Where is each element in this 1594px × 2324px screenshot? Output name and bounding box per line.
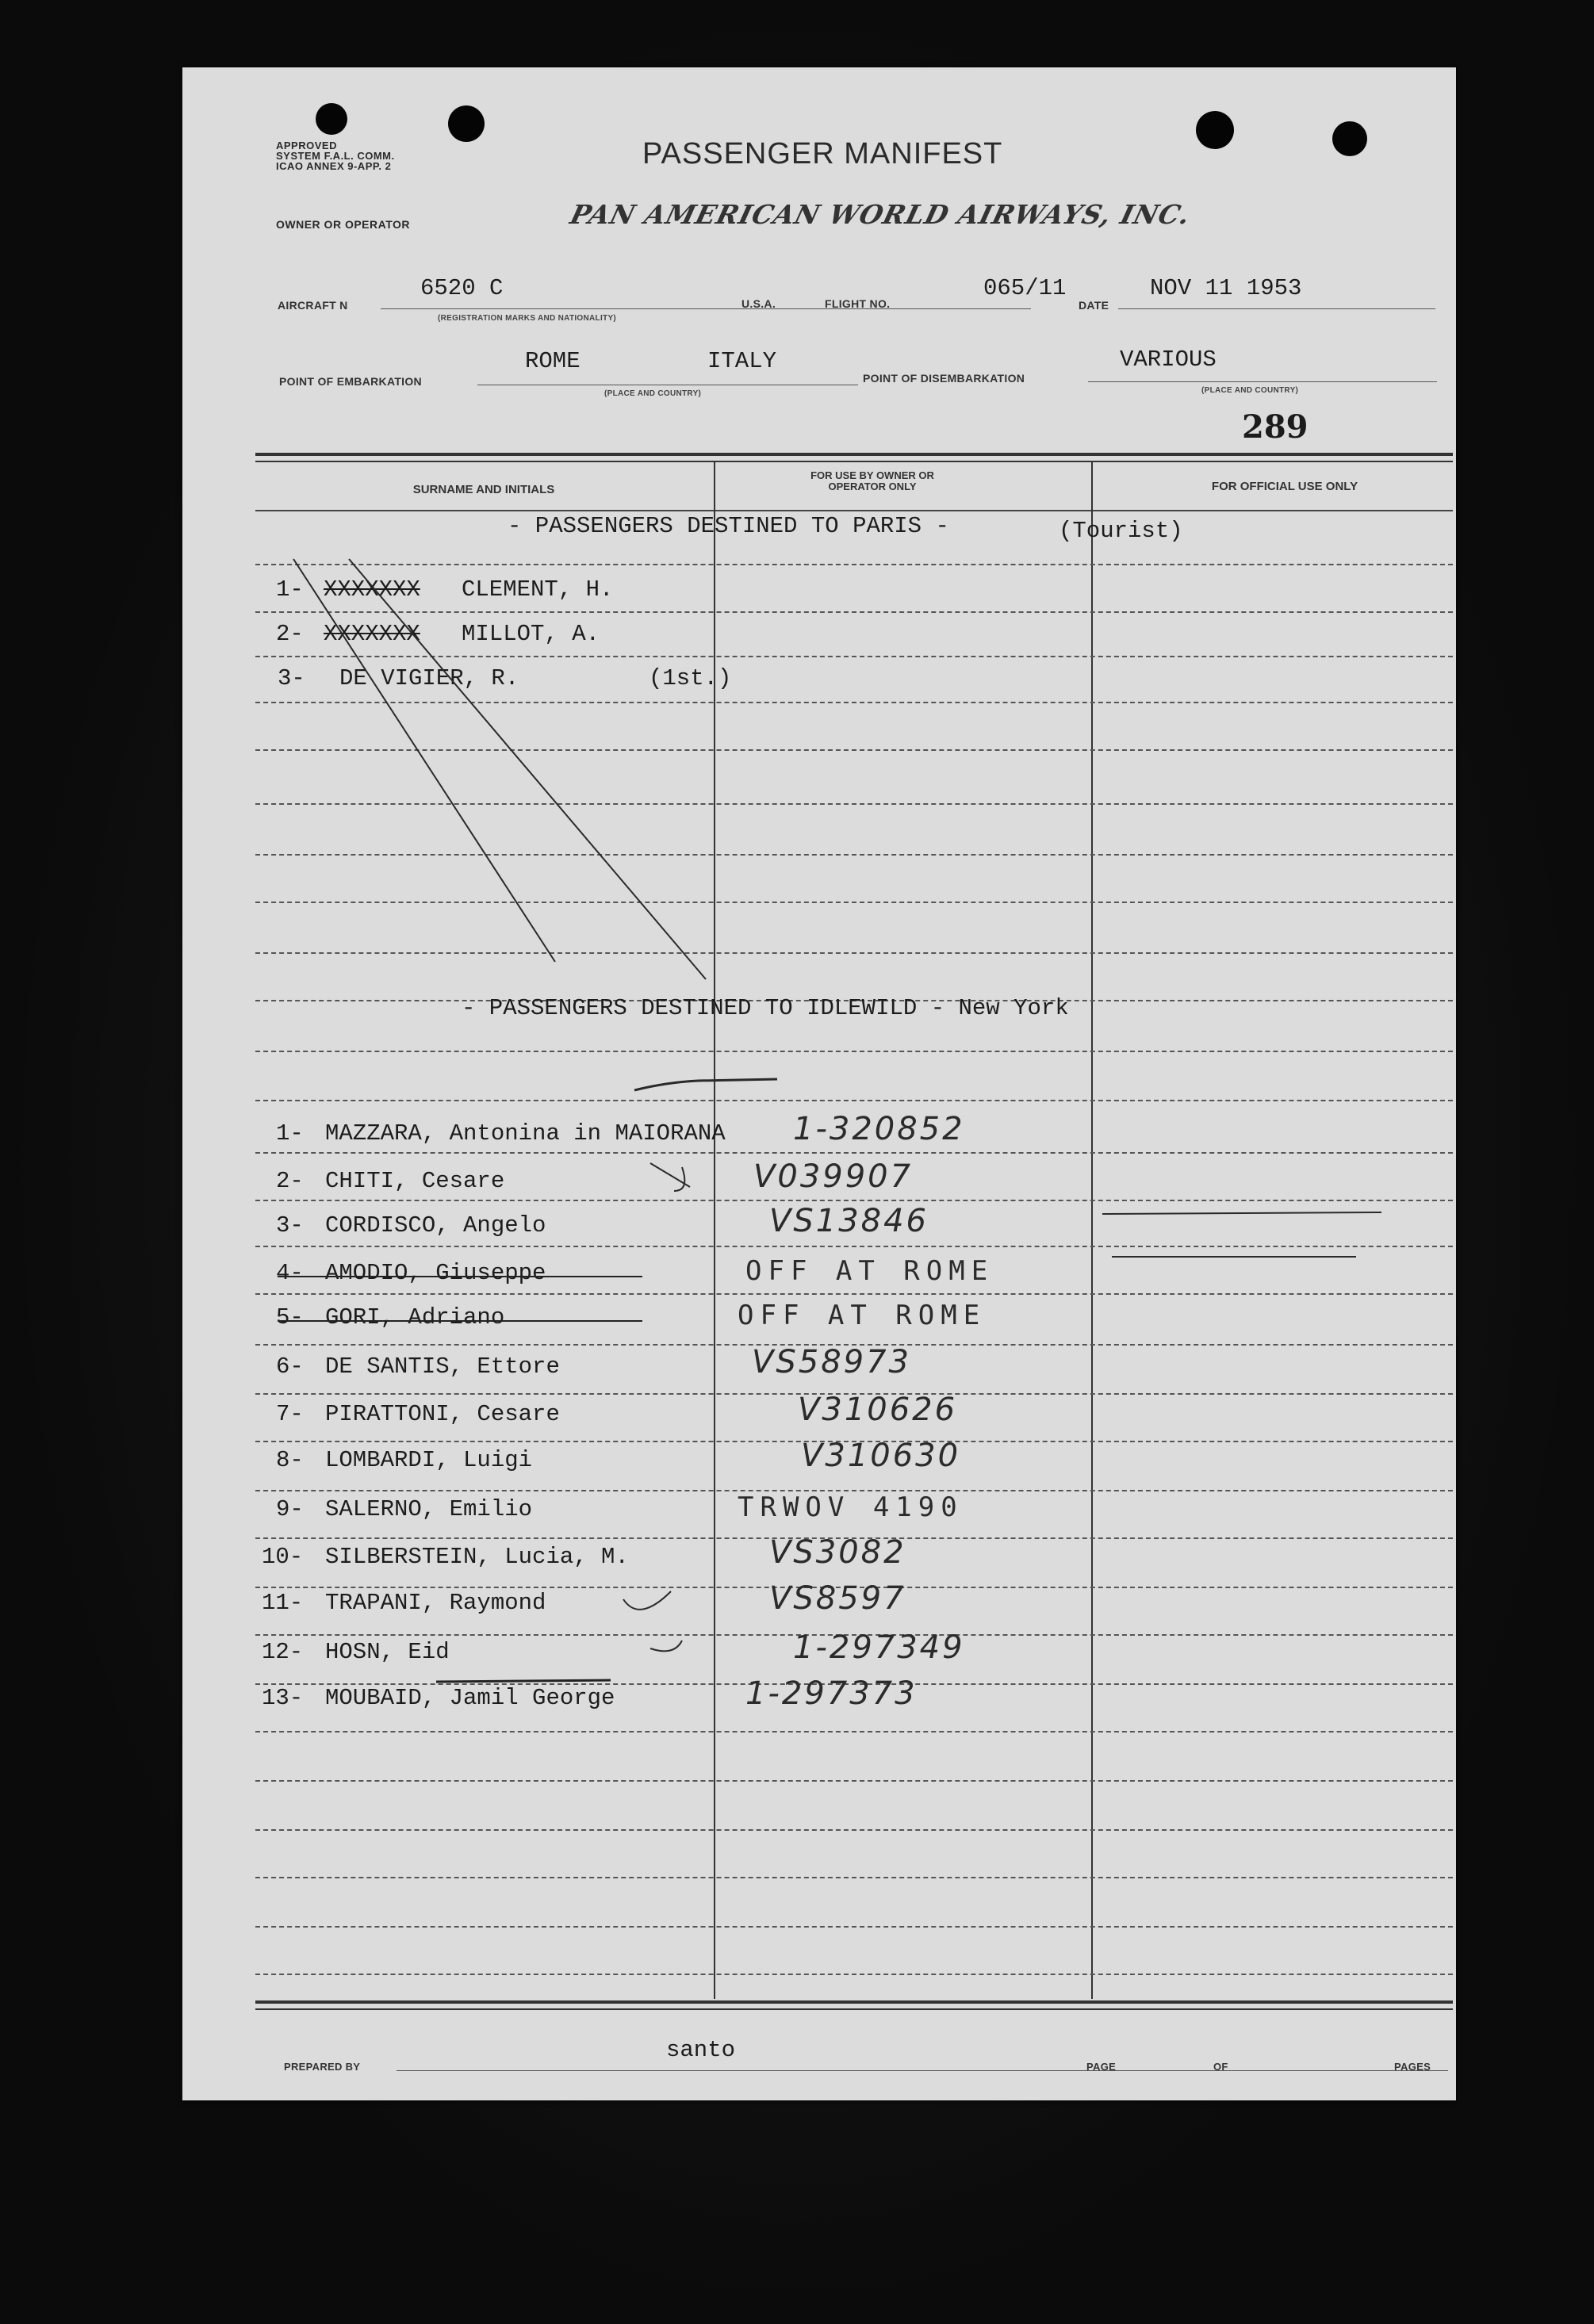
- underline-mark: [436, 1680, 611, 1682]
- passenger-name: DE VIGIER, R.: [339, 665, 519, 691]
- cancel-stroke: [349, 559, 706, 979]
- passenger-name: TRAPANI, Raymond: [325, 1590, 546, 1616]
- disembarkation-label: POINT OF DISEMBARKATION: [863, 372, 1025, 385]
- owner-handwritten-note: V310626: [798, 1392, 958, 1428]
- approval-line: APPROVED: [276, 140, 337, 151]
- prepared-by-label: PREPARED BY: [284, 2061, 361, 2073]
- section-heading-idlewild: - PASSENGERS DESTINED TO IDLEWILD - New York: [462, 995, 1069, 1021]
- page-label: PAGE: [1086, 2061, 1117, 2073]
- passenger-number: 11-: [262, 1590, 304, 1616]
- registration-sublabel: (REGISTRATION MARKS AND NATIONALITY): [438, 314, 617, 323]
- page-number: 289: [1242, 408, 1309, 446]
- embarkation-label: POINT OF EMBARKATION: [279, 375, 422, 388]
- manifest-sheet: [182, 67, 1456, 2100]
- owner-handwritten-note: OFF AT ROME: [738, 1300, 987, 1331]
- passenger-number: 2-: [276, 1168, 304, 1194]
- section-heading-paris-note: (Tourist): [1059, 518, 1183, 544]
- owner-handwritten-note: VS58973: [752, 1344, 911, 1380]
- disembarkation-value: VARIOUS: [1120, 346, 1217, 373]
- check-mark: [650, 1641, 682, 1651]
- passenger-name: MAZZARA, Antonina in MAIORANA: [325, 1120, 726, 1147]
- passenger-name: MILLOT, A.: [462, 621, 600, 647]
- prepared-by-value: santo: [666, 2037, 736, 2063]
- form-title: PASSENGER MANIFEST: [642, 137, 1003, 170]
- approval-line: SYSTEM F.A.L. COMM.: [276, 150, 395, 162]
- passenger-struck-text: XXXXXXX: [324, 621, 420, 647]
- passenger-number: 1-: [276, 576, 304, 603]
- passenger-number: 2-: [276, 621, 304, 647]
- passenger-name: CORDISCO, Angelo: [325, 1212, 546, 1239]
- passenger-name: GORI, Adriano: [325, 1304, 505, 1330]
- owner-handwritten-note: V039907: [753, 1158, 914, 1195]
- underline-mark: [634, 1079, 777, 1090]
- check-mark: [650, 1163, 690, 1191]
- passenger-name: LOMBARDI, Luigi: [325, 1447, 533, 1473]
- passenger-name: DE SANTIS, Ettore: [325, 1353, 560, 1380]
- column-header-official-use: FOR OFFICIAL USE ONLY: [1211, 480, 1358, 493]
- flight-label: FLIGHT NO.: [825, 297, 891, 310]
- passenger-name: SALERNO, Emilio: [325, 1496, 533, 1522]
- owner-handwritten-note: TRWOV 4190: [738, 1491, 964, 1523]
- dash-mark: [1102, 1212, 1381, 1214]
- passenger-name: HOSN, Eid: [325, 1639, 450, 1665]
- passenger-name: CLEMENT, H.: [462, 576, 614, 603]
- owner-handwritten-note: OFF AT ROME: [745, 1255, 994, 1287]
- owner-handwritten-note: VS8597: [769, 1580, 906, 1617]
- passenger-struck-text: XXXXXXX: [324, 576, 420, 603]
- aircraft-value: 6520 C: [420, 275, 504, 301]
- date-label: DATE: [1079, 299, 1109, 312]
- owner-handwritten-note: VS3082: [769, 1534, 906, 1571]
- passenger-name: MOUBAID, Jamil George: [325, 1685, 615, 1711]
- owner-handwritten-note: 1-297349: [793, 1629, 965, 1666]
- place-country-sublabel: (PLACE AND COUNTRY): [1201, 386, 1299, 395]
- passenger-name: SILBERSTEIN, Lucia, M.: [325, 1544, 629, 1570]
- passenger-name: PIRATTONI, Cesare: [325, 1401, 560, 1427]
- owner-handwritten-note: V310630: [801, 1438, 961, 1474]
- pages-label: PAGES: [1394, 2061, 1431, 2073]
- flight-value: 065/11: [983, 275, 1067, 301]
- section-heading-paris: - PASSENGERS DESTINED TO PARIS -: [508, 513, 949, 539]
- of-label: OF: [1213, 2061, 1228, 2073]
- handwritten-marks: [182, 67, 1456, 2100]
- passenger-name: AMODIO, Giuseppe: [325, 1260, 546, 1286]
- passenger-number: 6-: [276, 1353, 304, 1380]
- passenger-number: 10-: [262, 1544, 304, 1570]
- passenger-number: 8-: [276, 1447, 304, 1473]
- passenger-name: CHITI, Cesare: [325, 1168, 505, 1194]
- passenger-number: 5-: [276, 1304, 304, 1330]
- aircraft-label: AIRCRAFT N: [278, 299, 348, 312]
- approval-line: ICAO ANNEX 9-APP. 2: [276, 160, 392, 172]
- passenger-number: 1-: [276, 1120, 304, 1147]
- passenger-number: 9-: [276, 1496, 304, 1522]
- date-value: NOV 11 1953: [1150, 275, 1302, 301]
- owner-handwritten-note: 1-297373: [745, 1675, 918, 1712]
- check-mark: [623, 1591, 671, 1610]
- passenger-number: 3-: [276, 1212, 304, 1239]
- passenger-number: 4-: [276, 1260, 304, 1286]
- column-header-surname: SURNAME AND INITIALS: [412, 483, 555, 496]
- embarkation-country: ITALY: [707, 348, 777, 374]
- place-country-sublabel: (PLACE AND COUNTRY): [604, 389, 702, 398]
- passenger-number: 13-: [262, 1685, 304, 1711]
- column-header-owner-use: FOR USE BY OWNER OR OPERATOR ONLY: [810, 469, 934, 492]
- owner-handwritten-note: 1-320852: [793, 1111, 965, 1147]
- embarkation-city: ROME: [525, 348, 581, 374]
- usa-label: U.S.A.: [741, 297, 776, 310]
- owner-label: OWNER OR OPERATOR: [276, 218, 410, 231]
- owner-handwritten-note: VS13846: [769, 1203, 929, 1239]
- cancel-stroke: [293, 559, 555, 962]
- operator-name: PAN AMERICAN WORLD AIRWAYS, INC.: [567, 199, 1194, 230]
- passenger-number: 7-: [276, 1401, 304, 1427]
- passenger-class-note: (1st.): [649, 665, 732, 691]
- passenger-number: 12-: [262, 1639, 304, 1665]
- passenger-number: 3-: [278, 665, 305, 691]
